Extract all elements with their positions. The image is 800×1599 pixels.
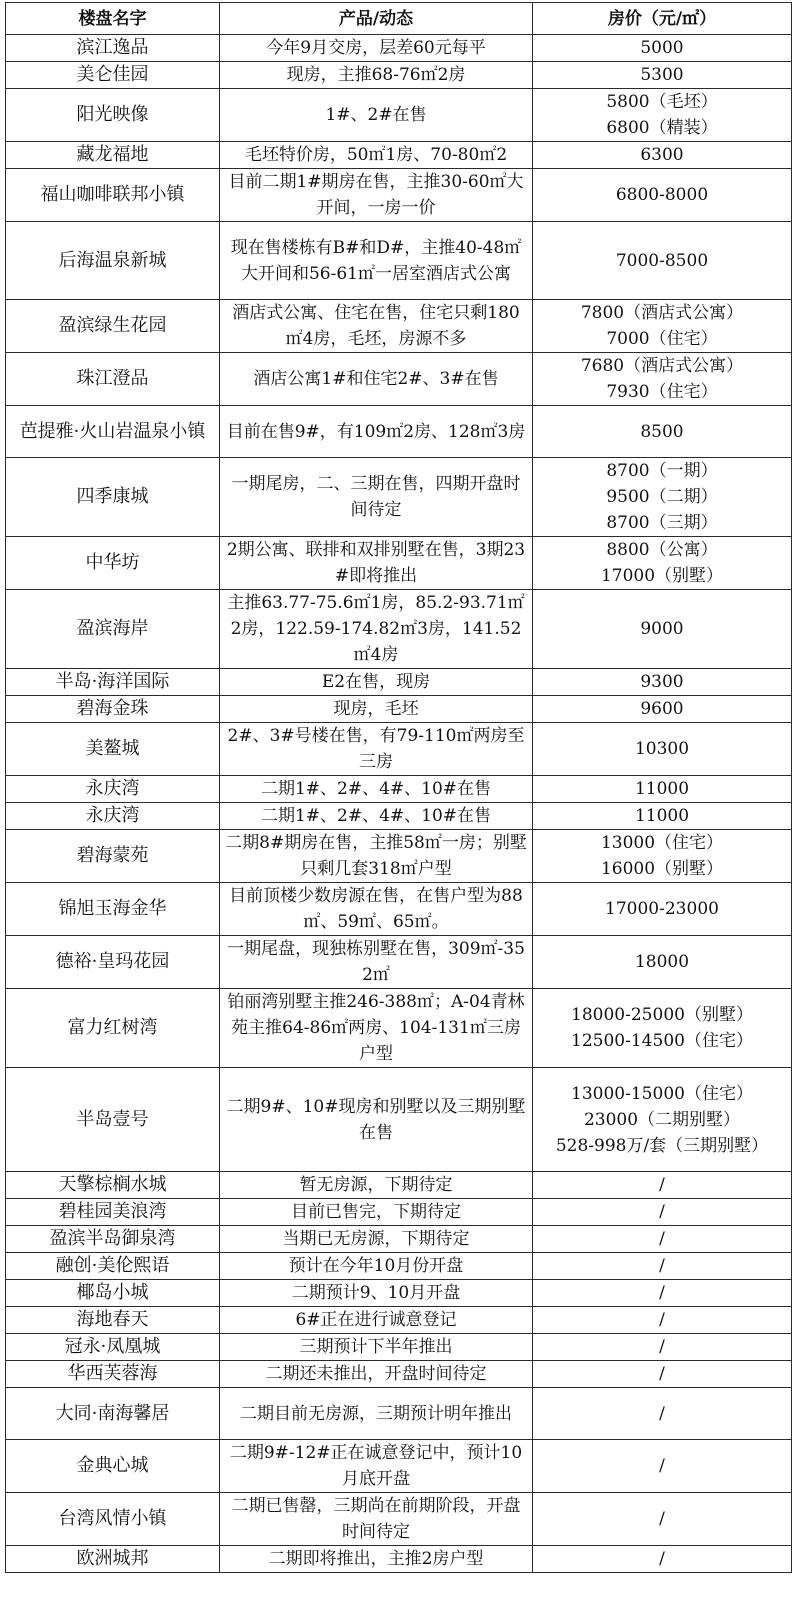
project-name-cell: 美鳌城 [6,723,220,776]
price-line: 6800-8000 [615,185,709,205]
table-row [6,1068,792,1172]
table-row [6,590,792,669]
price-cell [533,89,792,142]
table-row [6,803,792,830]
price-cell [533,1226,792,1253]
price-line: 17000-23000 [605,899,719,919]
price-cell [533,142,792,169]
product-status-cell: 毛坯特价房，50㎡1房、70-80㎡2 [220,142,533,169]
table-row [6,1493,792,1546]
table-row [6,222,792,300]
price-cell [533,936,792,989]
table-row [6,35,792,62]
project-name-cell: 滨江逸品 [6,35,220,62]
product-status-cell: 目前顶楼少数房源在售，在售户型为88㎡、59㎡、65㎡。 [220,883,533,936]
table-row [6,1546,792,1573]
table-row [6,300,792,353]
product-status-cell: 当期已无房源，下期待定 [220,1226,533,1253]
product-status-cell: 一期尾盘，现独栋别墅在售，309㎡-352㎡ [220,936,533,989]
price-cell [533,696,792,723]
price-line: 528-998万/套（三期别墅） [555,1135,769,1156]
product-status-cell: 1#、2#在售 [220,89,533,142]
price-line: 9500（二期） [606,487,718,507]
project-name-cell: 阳光映像 [6,89,220,142]
project-name-cell: 富力红树湾 [6,989,220,1068]
project-name-cell: 半岛·海洋国际 [6,669,220,696]
price-line: 7930（住宅） [606,382,718,402]
price-cell [533,406,792,458]
product-status-cell: 目前二期1#期房在售，主推30-60㎡大开间，一房一价 [220,169,533,222]
table-row [6,696,792,723]
project-name-cell: 冠永·凤凰城 [6,1334,220,1361]
product-status-cell: 主推63.77-75.6㎡1房，85.2-93.71㎡2房，122.59-174.82㎡3房，141.52㎡4房 [220,590,533,669]
price-cell [533,222,792,300]
product-status-cell: 2期公寓、联排和双排别墅在售，3期23#即将推出 [220,537,533,590]
table-row [6,1253,792,1280]
product-status-cell: 目前已售完，下期待定 [220,1199,533,1226]
project-name-cell: 碧海金珠 [6,696,220,723]
project-name-cell: 德裕·皇玛花园 [6,936,220,989]
price-line: / [659,1310,665,1330]
price-line: 18000 [634,952,690,972]
price-cell [533,353,792,406]
table-row [6,458,792,537]
project-name-cell: 永庆湾 [6,803,220,830]
price-line: 9000 [640,619,684,639]
product-status-cell: 二期还未推出，开盘时间待定 [220,1361,533,1388]
project-name-cell: 永庆湾 [6,776,220,803]
project-name-cell: 四季康城 [6,458,220,537]
project-name-cell: 后海温泉新城 [6,222,220,300]
price-line: / [659,1337,665,1357]
product-status-cell: E2在售，现房 [220,669,533,696]
table-row [6,830,792,883]
price-cell [533,1388,792,1440]
price-line: 23000（二期别墅） [583,1109,741,1130]
product-status-cell: 二期即将推出，主推2房户型 [220,1546,533,1573]
table-row [6,883,792,936]
price-line: 6300 [640,145,684,165]
product-status-cell: 现在售楼栋有B#和D#，主推40-48㎡大开间和56-61㎡一居室酒店式公寓 [220,222,533,300]
price-line: / [659,1202,665,1222]
price-cell [533,669,792,696]
project-name-cell: 金典心城 [6,1440,220,1493]
project-name-cell: 碧海蒙苑 [6,830,220,883]
product-status-cell: 二期1#、2#、4#、10#在售 [220,803,533,830]
project-name-cell: 中华坊 [6,537,220,590]
table-row [6,1440,792,1493]
product-status-cell: 二期9#、10#现房和别墅以及三期别墅在售 [220,1068,533,1172]
table-row [6,1388,792,1440]
price-line: 11000 [634,779,690,799]
product-status-cell: 今年9月交房，层差60元每平 [220,35,533,62]
project-name-cell: 半岛壹号 [6,1068,220,1172]
price-cell [533,830,792,883]
project-name-cell: 华西芙蓉海 [6,1361,220,1388]
product-status-cell: 一期尾房，二、三期在售，四期开盘时间待定 [220,458,533,537]
header-row [6,3,792,35]
project-name-cell: 珠江澄品 [6,353,220,406]
price-line: 8500 [640,421,684,442]
product-status-cell: 目前在售9#，有109㎡2房、128㎡3房 [220,406,533,458]
product-status-cell: 二期9#-12#正在诚意登记中，预计10月底开盘 [220,1440,533,1493]
project-name-cell: 藏龙福地 [6,142,220,169]
price-cell [533,458,792,537]
project-name-cell: 盈滨半岛御泉湾 [6,1226,220,1253]
product-status-cell: 三期预计下半年推出 [220,1334,533,1361]
product-status-cell: 二期目前无房源，三期预计明年推出 [220,1388,533,1440]
price-line: 17000（别墅） [600,566,724,586]
header-product: 产品/动态 [220,3,533,35]
table-row [6,669,792,696]
project-name-cell: 福山咖啡联邦小镇 [6,169,220,222]
table-row [6,723,792,776]
project-name-cell: 锦旭玉海金华 [6,883,220,936]
price-cell [533,1172,792,1199]
price-cell [533,1068,792,1172]
price-cell [533,883,792,936]
table-row [6,537,792,590]
table-row [6,1280,792,1307]
table-row [6,353,792,406]
table-row [6,1307,792,1334]
price-line: / [659,1403,665,1424]
product-status-cell: 现房，毛坯 [220,696,533,723]
table-row [6,1361,792,1388]
price-cell [533,1334,792,1361]
table-row [6,1334,792,1361]
product-status-cell: 酒店公寓1#和住宅2#、3#在售 [220,353,533,406]
price-line: 9600 [640,699,684,719]
price-cell [533,1280,792,1307]
price-line: 12500-14500（住宅） [571,1031,753,1051]
table-row [6,142,792,169]
price-line: 18000-25000（别墅） [571,1005,753,1025]
price-line: / [659,1549,665,1569]
table-row [6,776,792,803]
project-name-cell: 碧桂园美浪湾 [6,1199,220,1226]
price-line: 6800（精装） [606,118,718,138]
price-line: / [659,1509,665,1529]
product-status-cell: 二期预计9、10月开盘 [220,1280,533,1307]
price-cell [533,1361,792,1388]
price-cell [533,803,792,830]
price-line: 11000 [634,806,690,826]
price-cell [533,776,792,803]
project-name-cell: 芭提雅·火山岩温泉小镇 [6,406,220,458]
price-cell [533,1253,792,1280]
price-line: 5300 [640,65,684,85]
price-line: 7680（酒店式公寓） [580,356,744,376]
product-status-cell: 暂无房源，下期待定 [220,1172,533,1199]
table-row [6,1172,792,1199]
price-cell [533,1307,792,1334]
table-row [6,1226,792,1253]
price-line: / [659,1456,665,1476]
project-name-cell: 欧洲城邦 [6,1546,220,1573]
price-cell [533,1440,792,1493]
table-row [6,936,792,989]
price-line: 8700（一期） [606,461,718,481]
price-line: 9300 [640,672,684,692]
price-cell [533,723,792,776]
table-row [6,406,792,458]
project-name-cell: 大同·南海馨居 [6,1388,220,1440]
product-status-cell: 二期1#、2#、4#、10#在售 [220,776,533,803]
price-line: 5800（毛坯） [606,92,718,112]
product-status-cell: 6#正在进行诚意登记 [220,1307,533,1334]
price-line: 13000-15000（住宅） [571,1083,753,1104]
price-line: / [659,1175,665,1195]
project-name-cell: 美仑佳园 [6,62,220,89]
project-name-cell: 盈滨海岸 [6,590,220,669]
price-line: 10300 [634,739,690,759]
table-row [6,1199,792,1226]
price-cell [533,1546,792,1573]
price-line: 7000（住宅） [606,329,718,349]
price-line: / [659,1364,665,1384]
product-status-cell: 二期8#期房在售，主推58㎡一房；别墅只剩几套318㎡户型 [220,830,533,883]
project-name-cell: 台湾风情小镇 [6,1493,220,1546]
price-line: / [659,1229,665,1249]
product-status-cell: 现房，主推68-76㎡2房 [220,62,533,89]
price-line: / [659,1283,665,1303]
table-body [6,35,792,1573]
project-name-cell: 海地春天 [6,1307,220,1334]
header-name: 楼盘名字 [6,3,220,35]
price-line: 5000 [640,38,684,58]
price-cell [533,1199,792,1226]
project-name-cell: 天擎棕榈水城 [6,1172,220,1199]
price-cell [533,989,792,1068]
price-cell [533,35,792,62]
product-status-cell: 2#、3#号楼在售，有79-110㎡两房至三房 [220,723,533,776]
price-line: 7000-8500 [615,250,709,271]
price-table [5,2,792,1573]
product-status-cell: 铂丽湾别墅主推246-388㎡；A-04青林苑主推64-86㎡两房、104-131㎡三房户型 [220,989,533,1068]
project-name-cell: 椰岛小城 [6,1280,220,1307]
project-name-cell: 盈滨绿生花园 [6,300,220,353]
table-row [6,89,792,142]
price-line: 7800（酒店式公寓） [580,303,744,323]
price-cell [533,590,792,669]
price-cell [533,537,792,590]
product-status-cell: 二期已售罄，三期尚在前期阶段，开盘时间待定 [220,1493,533,1546]
table-row [6,62,792,89]
price-cell [533,62,792,89]
price-line: 8800（公寓） [606,540,718,560]
price-cell [533,1493,792,1546]
product-status-cell: 酒店式公寓、住宅在售，住宅只剩180㎡4房，毛坯，房源不多 [220,300,533,353]
price-line: 8700（三期） [606,513,718,533]
price-line: 13000（住宅） [600,833,724,853]
price-line: / [659,1256,665,1276]
product-status-cell: 预计在今年10月份开盘 [220,1253,533,1280]
project-name-cell: 融创·美伦熙语 [6,1253,220,1280]
table-row [6,169,792,222]
price-cell [533,169,792,222]
price-cell [533,300,792,353]
header-price: 房价（元/㎡） [533,3,792,35]
table-row [6,989,792,1068]
price-line: 16000（别墅） [600,859,724,879]
